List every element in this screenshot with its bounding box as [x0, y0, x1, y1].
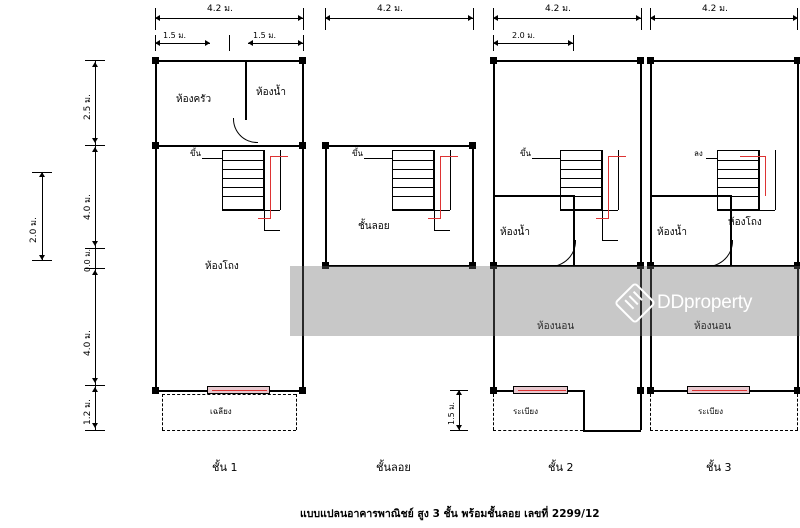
p1-stair-landing-right — [264, 150, 265, 210]
p1-subdim-line-2 — [248, 43, 303, 44]
p3-subdim-tick-r — [573, 35, 574, 51]
p3-sidedim-line — [459, 390, 460, 430]
p4-stair-leader — [706, 158, 718, 159]
p1-topdim-line — [155, 18, 303, 19]
p4-door-bath — [706, 240, 733, 267]
p4-stair-arrow-v — [765, 156, 766, 196]
p3-topdim-tick-left — [493, 8, 494, 30]
p2-post-tr — [469, 142, 476, 149]
p2-stair-landing-bottom — [434, 230, 450, 231]
p1-topdim-tick-left — [155, 8, 156, 30]
p1-room-terrace: เฉลียง — [210, 407, 232, 416]
p3-stair-run-left — [602, 210, 603, 240]
p3-stair-leader — [532, 158, 560, 159]
p2-stair-arrow-v — [440, 156, 441, 218]
p3-post-bl — [490, 387, 497, 394]
p3-wall-balcony-right — [583, 390, 585, 432]
p2-stair-landing-right — [434, 150, 435, 210]
p3-stair-landing-right — [602, 150, 603, 210]
p3-floor-label: ชั้น 2 — [548, 461, 574, 474]
left-dim-arrow-g — [92, 387, 98, 392]
p3-door-bath — [549, 240, 576, 267]
p4-room-bedroom: ห้องนอน — [694, 321, 732, 332]
p3-topdim-tick-right — [641, 8, 642, 30]
p1-stair — [222, 150, 264, 210]
left-dim-tick-4 — [85, 385, 105, 386]
p2-topdim-line — [325, 18, 473, 19]
p1-stair-landing-bottom — [264, 230, 280, 231]
p3-wall-top — [493, 60, 641, 62]
watermark-logo — [620, 288, 752, 318]
left-dim-arrow-b — [92, 138, 98, 143]
left-dim-tick-0 — [85, 60, 105, 61]
p1-room-kitchen: ห้องครัว — [176, 94, 212, 105]
p3-stair — [560, 150, 602, 210]
p2-stair-run-left — [434, 210, 435, 230]
p1-stair-leader — [202, 158, 222, 159]
left-dim-label-1: 4.0 ม. — [83, 194, 93, 220]
p4-stair-label: ลง — [694, 149, 703, 158]
p1-terrace-bottom — [162, 430, 296, 431]
overall-dim-label: 2.0 ม. — [29, 217, 39, 243]
p3-balcony-door-arrow — [518, 390, 566, 391]
p3-stair-label: ขึ้น — [520, 149, 531, 158]
p4-room-bath: ห้องน้ำ — [657, 227, 687, 238]
p4-room-balcony: ระเบียง — [698, 407, 723, 416]
p4-post-tr — [794, 57, 800, 64]
p4-stair — [717, 150, 759, 210]
p3-post-br — [637, 387, 644, 394]
p4-post-bl — [647, 387, 654, 394]
p2-stair-landing-top — [392, 210, 450, 211]
p3-subdim-line — [493, 43, 573, 44]
p1-subdim-tick-l — [155, 35, 156, 51]
p1-room-hall: ห้องโถง — [205, 261, 239, 272]
p3-stair-arrow-v — [608, 156, 609, 218]
p1-topdim-tick-right — [303, 8, 304, 30]
p1-front-door-arrow — [212, 390, 267, 391]
p4-balcony-right — [797, 394, 798, 430]
p1-stair-label: ขึ้น — [190, 149, 201, 158]
left-dim-arrow-f — [92, 378, 98, 383]
overall-dim-line — [42, 172, 43, 260]
p1-stair-arrow-v — [270, 156, 271, 218]
p1-topdim-label: 4.2 ม. — [207, 4, 233, 14]
p2-floor-label: ชั้นลอย — [376, 461, 411, 474]
left-dim-label-0: 2.5 ม. — [83, 94, 93, 120]
p3-sidedim-tick-top — [450, 390, 468, 391]
p1-post-bl — [152, 387, 159, 394]
p1-post-mr — [299, 142, 306, 149]
p2-stair-leader — [364, 158, 392, 159]
p1-wall-kitchen-bottom — [155, 145, 303, 147]
p1-subdim2-arrow-l — [248, 40, 253, 46]
p2-wall-right — [472, 145, 474, 265]
p3-post-tl — [490, 57, 497, 64]
p3-sidedim-tick-bot — [450, 430, 468, 431]
p1-terrace-right — [296, 394, 297, 430]
p4-stair-landing-top — [717, 210, 775, 211]
p1-floor-label: ชั้น 1 — [212, 461, 238, 474]
p2-stair-label: ขึ้น — [352, 149, 363, 158]
p4-wall-left — [650, 60, 652, 390]
p2-topdim-tick-left — [325, 8, 326, 30]
p4-wall-right — [797, 60, 799, 390]
p3-topdim-line — [493, 18, 641, 19]
left-dim-label-4: 1.2 ม. — [83, 399, 93, 425]
p1-wall-left — [155, 60, 157, 390]
p4-stair-landing-edge — [775, 150, 776, 210]
p4-topdim-tick-right — [797, 8, 798, 30]
p3-wall-right — [640, 60, 642, 430]
p1-subdim1-arrow-r — [205, 40, 210, 46]
overall-dim-tick-bottom — [32, 260, 52, 261]
overall-dim-tick-top — [32, 172, 52, 173]
left-dim-label-3: 4.0 ม. — [83, 330, 93, 356]
p4-post-br — [794, 387, 800, 394]
p3-wall-left — [493, 60, 495, 265]
left-dim-tick-1 — [85, 145, 105, 146]
p1-subdim-tick-r — [303, 35, 304, 51]
p2-wall-top — [325, 145, 473, 147]
ddproperty-logo-icon — [614, 282, 656, 324]
p4-stair-landing-right — [759, 150, 760, 210]
p3-room-bedroom: ห้องนอน — [537, 321, 575, 332]
watermark-text: DDproperty — [657, 292, 753, 313]
p1-subdim-label-2: 1.5 ม. — [253, 31, 277, 40]
p1-stair-landing-edge — [280, 150, 281, 210]
p1-wall-top — [155, 60, 303, 62]
p3-stair-landing-edge — [618, 150, 619, 210]
p1-subdim-label-1: 1.5 ม. — [163, 31, 187, 40]
p2-topdim-tick-right — [473, 8, 474, 30]
left-dim-tick-5 — [85, 430, 105, 431]
p1-wall-bath-left — [245, 60, 247, 120]
p2-post-tl — [322, 142, 329, 149]
p2-wall-left — [325, 145, 327, 265]
p3-topdim-label: 4.2 ม. — [545, 4, 571, 14]
p1-post-tl — [152, 57, 159, 64]
left-dim-arrow-a — [92, 62, 98, 67]
p4-balcony-left — [650, 394, 651, 430]
p3-room-balcony: ระเบียง — [513, 407, 538, 416]
p4-wall-top — [650, 60, 798, 62]
p1-post-ml — [152, 142, 159, 149]
p1-post-br — [299, 387, 306, 394]
p2-room-mezzanine: ชั้นลอย — [358, 221, 390, 232]
p1-door-bath — [233, 118, 258, 143]
p3-stair-arrow-h2 — [596, 218, 609, 219]
p3-room-bath: ห้องน้ำ — [500, 227, 530, 238]
p1-terrace-left — [162, 394, 163, 430]
p1-terrace-top — [162, 394, 296, 395]
p4-balcony-door-arrow — [692, 390, 747, 391]
left-dim-arrow-c — [92, 147, 98, 152]
left-dim-arrow-e — [92, 270, 98, 275]
p3-subdim-tick-l — [493, 35, 494, 51]
p1-stair-run-left — [264, 210, 265, 230]
p3-balcony-bottom — [493, 430, 583, 431]
p3-wall-balcony-bottom — [583, 430, 641, 432]
p2-stair — [392, 150, 434, 210]
p1-subdim-line-1 — [155, 43, 210, 44]
p4-stair-arrow-h — [740, 156, 766, 157]
p1-stair-arrow-h2 — [258, 218, 271, 219]
drawing-caption: แบบแปลนอาคารพาณิชย์ สูง 3 ชั้น พร้อมชั้นลอย เลขที่ 2299/12 — [300, 508, 600, 520]
p3-sidedim-label: 1.5 ม. — [447, 401, 456, 425]
p1-wall-right — [302, 60, 304, 390]
p2-stair-landing-edge — [450, 150, 451, 210]
p3-stair-landing-top — [560, 210, 618, 211]
p3-post-tr — [637, 57, 644, 64]
p1-room-bath: ห้องน้ำ — [256, 87, 286, 98]
p4-room-hall: ห้องโถง — [728, 217, 762, 228]
p4-floor-label: ชั้น 3 — [706, 461, 732, 474]
p2-stair-arrow-h — [440, 156, 458, 157]
left-dim-label-2: 0.0 ม. — [83, 248, 92, 272]
p2-topdim-label: 4.2 ม. — [377, 4, 403, 14]
left-dim-arrow-d — [92, 241, 98, 246]
p3-stair-arrow-h — [608, 156, 626, 157]
p4-post-tl — [647, 57, 654, 64]
p4-topdim-line — [650, 18, 798, 19]
p1-post-tr — [299, 57, 306, 64]
p4-balcony-bottom — [650, 430, 798, 431]
p4-topdim-label: 4.2 ม. — [702, 4, 728, 14]
p1-stair-arrow-h — [270, 156, 288, 157]
p4-topdim-tick-left — [650, 8, 651, 30]
p2-stair-arrow-h2 — [428, 218, 441, 219]
p1-stair-landing-top — [222, 210, 280, 211]
p3-stair-landing-bottom — [602, 240, 618, 241]
p1-subdim-tick-mid — [229, 35, 230, 51]
p3-balcony-left — [493, 394, 494, 430]
p3-subdim-label: 2.0 ม. — [512, 31, 536, 40]
